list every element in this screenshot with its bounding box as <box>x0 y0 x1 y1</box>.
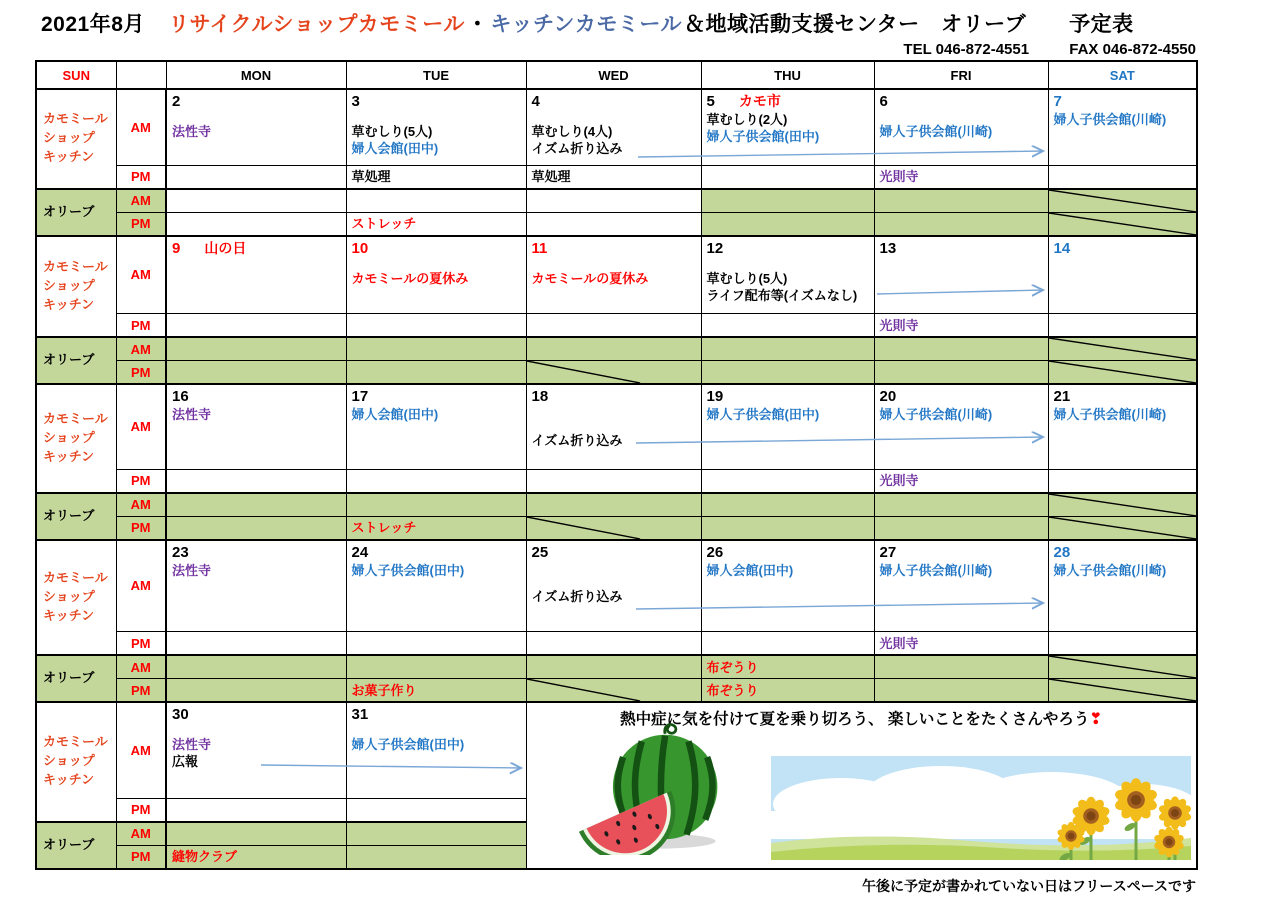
olive-pm-cell-28 <box>1048 679 1197 703</box>
day-cell-24-pm <box>346 632 526 656</box>
event-text: カモミールの夏休み <box>351 270 469 286</box>
olive-am-cell-26 <box>701 655 874 679</box>
olive-pm-cell-20 <box>874 516 1048 540</box>
event-text: 婦人子供会館(川崎) <box>1053 407 1167 422</box>
olive-am-cell-30 <box>166 822 346 846</box>
event-text: 婦人会館(田中) <box>351 407 439 422</box>
day-cell-19-pm <box>701 469 874 493</box>
day-number: 7 <box>1053 93 1062 110</box>
olive-am-cell-3 <box>346 189 526 213</box>
pm-label: PM <box>116 314 166 338</box>
summer-message-part: ❣ <box>1089 711 1103 728</box>
crossed-out-diagonal <box>527 679 701 701</box>
day-cell-18-am <box>526 384 701 469</box>
event-text: 草むしり(4人) <box>531 124 613 139</box>
event-text: 草処理 <box>531 169 571 184</box>
event-text: カモミールの夏休み <box>531 270 649 286</box>
day-number: 12 <box>706 239 724 257</box>
day-cell-2-pm <box>166 165 346 189</box>
calendar-table-wrap <box>35 60 1196 870</box>
crossed-out-diagonal <box>1049 338 1197 360</box>
event-text: 法性寺 <box>172 407 212 422</box>
day-number: 5 カモ市 <box>706 93 781 110</box>
summer-message-part: 熱中症に気を付けて夏を乗り切ろう、 楽しいことをたくさんやろう <box>620 711 1090 728</box>
olive-am-cell-10 <box>346 337 526 361</box>
day-header-spacer <box>116 61 166 89</box>
olive-am-cell-7 <box>1048 189 1197 213</box>
olive-pm-cell-16 <box>166 516 346 540</box>
day-header-wed: WED <box>526 61 701 89</box>
olive-am-cell-23 <box>166 655 346 679</box>
day-cell-24-am <box>346 540 526 632</box>
am-label: AM <box>116 702 166 798</box>
event-text: 草むしり(5人) <box>706 270 788 286</box>
event-text: 婦人子供会館(田中) <box>351 562 465 578</box>
day-number: 23 <box>172 543 189 561</box>
day-cell-25-am <box>526 540 701 632</box>
olive-pm-cell-18 <box>526 516 701 540</box>
title-part: キッチンカモミール <box>490 13 682 36</box>
day-cell-31-pm <box>346 798 526 822</box>
day-cell-16-pm <box>166 469 346 493</box>
day-cell-13-pm <box>874 314 1048 338</box>
day-cell-30-am <box>166 702 346 798</box>
event-text: 婦人子供会館(田中) <box>351 737 465 752</box>
day-number: 20 <box>879 388 897 405</box>
day-cell-3-am <box>346 89 526 165</box>
day-cell-13-am <box>874 236 1048 314</box>
olive-am-cell-5 <box>701 189 874 213</box>
event-text: 広報 <box>172 754 199 769</box>
day-number: 25 <box>531 543 549 561</box>
day-cell-5-pm <box>701 165 874 189</box>
day-cell-26-am <box>701 540 874 632</box>
olive-am-cell-14 <box>1048 337 1197 361</box>
olive-am-cell-19 <box>701 493 874 517</box>
event-text: 光則寺 <box>879 635 919 651</box>
summer-message-cell <box>526 702 1197 869</box>
row-label-chamomile: カモミール ショップ キッチン <box>36 89 116 189</box>
olive-pm-cell-11 <box>526 361 701 385</box>
day-number: 21 <box>1053 388 1071 405</box>
day-cell-23-am <box>166 540 346 632</box>
row-label-chamomile: カモミール ショップ キッチン <box>36 702 116 822</box>
olive-am-cell-2 <box>166 189 346 213</box>
day-cell-11-am <box>526 236 701 314</box>
event-text: 縫物クラブ <box>172 849 238 864</box>
olive-pm-cell-7 <box>1048 212 1197 236</box>
day-cell-4-am <box>526 89 701 165</box>
day-number: 13 <box>879 239 897 257</box>
olive-pm-label: PM <box>116 845 166 869</box>
day-number: 11 <box>531 239 548 257</box>
olive-pm-cell-2 <box>166 212 346 236</box>
olive-am-cell-28 <box>1048 655 1197 679</box>
title-part: ＆地域活動支援センター オリーブ 予定表 <box>684 13 1134 36</box>
event-text: ライフ配布等(イズムなし) <box>706 287 858 303</box>
row-label-olive: オリーブ <box>36 493 116 540</box>
day-cell-25-pm <box>526 632 701 656</box>
olive-am-cell-9 <box>166 337 346 361</box>
day-number: 17 <box>351 388 369 405</box>
event-text: 布ぞうり <box>706 682 759 698</box>
day-header-tue: TUE <box>346 61 526 89</box>
watermelon-illustration <box>569 719 737 855</box>
pm-label: PM <box>116 798 166 822</box>
row-label-olive: オリーブ <box>36 337 116 384</box>
row-label-chamomile: カモミール ショップ キッチン <box>36 540 116 656</box>
day-cell-21-am <box>1048 384 1197 469</box>
day-cell-19-am <box>701 384 874 469</box>
olive-am-cell-27 <box>874 655 1048 679</box>
day-cell-7-pm <box>1048 165 1197 189</box>
day-number: 14 <box>1053 239 1071 257</box>
event-text: 法性寺 <box>172 124 212 139</box>
day-cell-30-pm <box>166 798 346 822</box>
row-label-olive: オリーブ <box>36 189 116 236</box>
crossed-out-diagonal <box>527 361 701 383</box>
olive-pm-cell-5 <box>701 212 874 236</box>
day-number: 30 <box>172 706 189 723</box>
olive-am-cell-25 <box>526 655 701 679</box>
olive-am-cell-4 <box>526 189 701 213</box>
calendar-table <box>35 60 1198 870</box>
day-cell-9-pm <box>166 314 346 338</box>
page-title <box>35 8 1280 38</box>
crossed-out-diagonal <box>1049 190 1197 212</box>
day-number: 31 <box>351 706 369 723</box>
day-cell-14-am <box>1048 236 1197 314</box>
event-text: 草処理 <box>351 169 391 184</box>
day-number: 27 <box>879 543 897 561</box>
day-number: 6 <box>879 93 888 110</box>
day-cell-3-pm <box>346 165 526 189</box>
day-cell-9-am <box>166 236 346 314</box>
event-text: 婦人子供会館(川崎) <box>879 407 993 422</box>
day-cell-28-am <box>1048 540 1197 632</box>
event-text: ストレッチ <box>351 216 417 231</box>
olive-am-cell-16 <box>166 493 346 517</box>
event-text: 法性寺 <box>172 737 212 752</box>
day-cell-23-pm <box>166 632 346 656</box>
day-header-sun: SUN <box>36 61 116 89</box>
am-label: AM <box>116 236 166 314</box>
crossed-out-diagonal <box>1049 213 1197 235</box>
pm-label: PM <box>116 469 166 493</box>
day-number: 2 <box>172 93 181 110</box>
olive-pm-cell-24 <box>346 679 526 703</box>
event-text: 婦人子供会館(川崎) <box>1053 562 1167 578</box>
olive-pm-cell-3 <box>346 212 526 236</box>
day-number-label: カモ市 <box>738 93 781 109</box>
day-cell-20-pm <box>874 469 1048 493</box>
olive-pm-cell-31 <box>346 845 526 869</box>
olive-pm-cell-21 <box>1048 516 1197 540</box>
crossed-out-diagonal <box>1049 361 1197 383</box>
olive-pm-cell-9 <box>166 361 346 385</box>
event-text: 草むしり(2人) <box>706 112 788 127</box>
day-cell-10-am <box>346 236 526 314</box>
day-cell-17-am <box>346 384 526 469</box>
day-number-label: 山の日 <box>204 239 247 256</box>
olive-pm-cell-27 <box>874 679 1048 703</box>
title-part: リサイクルショップカモミール <box>146 13 465 36</box>
olive-am-label: AM <box>116 493 166 517</box>
olive-pm-label: PM <box>116 679 166 703</box>
olive-am-label: AM <box>116 822 166 846</box>
olive-pm-label: PM <box>116 212 166 236</box>
olive-am-cell-18 <box>526 493 701 517</box>
event-text: イズム折り込み <box>531 141 623 156</box>
day-number: 28 <box>1053 543 1071 561</box>
crossed-out-diagonal <box>1049 517 1197 539</box>
olive-pm-cell-17 <box>346 516 526 540</box>
row-label-olive: オリーブ <box>36 822 116 869</box>
olive-pm-label: PM <box>116 361 166 385</box>
day-cell-10-pm <box>346 314 526 338</box>
olive-am-cell-21 <box>1048 493 1197 517</box>
event-text: イズム折り込み <box>531 433 623 448</box>
day-cell-20-am <box>874 384 1048 469</box>
fax-number: FAX 046-872-4550 <box>1069 41 1196 58</box>
day-cell-26-pm <box>701 632 874 656</box>
olive-pm-cell-4 <box>526 212 701 236</box>
crossed-out-diagonal <box>1049 656 1197 678</box>
day-number: 3 <box>351 93 360 110</box>
day-cell-12-am <box>701 236 874 314</box>
olive-am-cell-13 <box>874 337 1048 361</box>
olive-pm-cell-23 <box>166 679 346 703</box>
event-text: お菓子作り <box>351 682 417 698</box>
day-header-fri: FRI <box>874 61 1048 89</box>
event-text: 光則寺 <box>879 169 919 184</box>
day-cell-17-pm <box>346 469 526 493</box>
row-label-chamomile: カモミール ショップ キッチン <box>36 236 116 338</box>
day-number: 9 山の日 <box>172 239 247 257</box>
event-text: 光則寺 <box>879 473 919 488</box>
day-cell-16-am <box>166 384 346 469</box>
olive-pm-cell-12 <box>701 361 874 385</box>
day-cell-7-am <box>1048 89 1197 165</box>
day-cell-4-pm <box>526 165 701 189</box>
pm-label: PM <box>116 632 166 656</box>
day-number: 4 <box>531 93 540 110</box>
day-cell-27-pm <box>874 632 1048 656</box>
day-cell-27-am <box>874 540 1048 632</box>
day-cell-14-pm <box>1048 314 1197 338</box>
crossed-out-diagonal <box>1049 679 1197 701</box>
am-label: AM <box>116 540 166 632</box>
day-cell-31-am <box>346 702 526 798</box>
event-text: 婦人子供会館(川崎) <box>1053 112 1167 127</box>
olive-am-cell-12 <box>701 337 874 361</box>
day-header-mon: MON <box>166 61 346 89</box>
crossed-out-diagonal <box>527 517 701 539</box>
olive-pm-label: PM <box>116 516 166 540</box>
day-number: 26 <box>706 543 724 561</box>
title-part: 2021年8月 <box>41 13 145 36</box>
day-number: 16 <box>172 388 189 405</box>
day-cell-6-pm <box>874 165 1048 189</box>
olive-am-label: AM <box>116 189 166 213</box>
olive-am-label: AM <box>116 337 166 361</box>
olive-pm-cell-30 <box>166 845 346 869</box>
day-cell-21-pm <box>1048 469 1197 493</box>
olive-am-cell-31 <box>346 822 526 846</box>
am-label: AM <box>116 89 166 165</box>
tel-number: TEL 046-872-4551 <box>903 41 1030 58</box>
contact-line <box>35 41 1196 58</box>
olive-am-cell-11 <box>526 337 701 361</box>
day-cell-18-pm <box>526 469 701 493</box>
event-text: イズム折り込み <box>531 588 623 604</box>
olive-am-label: AM <box>116 655 166 679</box>
olive-pm-cell-25 <box>526 679 701 703</box>
row-label-chamomile: カモミール ショップ キッチン <box>36 384 116 493</box>
title-part: ・ <box>466 13 489 36</box>
olive-pm-cell-13 <box>874 361 1048 385</box>
day-header-sat: SAT <box>1048 61 1197 89</box>
day-number: 18 <box>531 388 549 405</box>
row-label-olive: オリーブ <box>36 655 116 702</box>
event-text: 草むしり(5人) <box>351 124 433 139</box>
olive-am-cell-6 <box>874 189 1048 213</box>
olive-am-cell-20 <box>874 493 1048 517</box>
olive-pm-cell-14 <box>1048 361 1197 385</box>
day-cell-2-am <box>166 89 346 165</box>
day-cell-28-pm <box>1048 632 1197 656</box>
day-header-thu: THU <box>701 61 874 89</box>
sunflower-field-illustration <box>771 756 1191 860</box>
event-text: 布ぞうり <box>706 659 759 675</box>
olive-pm-cell-26 <box>701 679 874 703</box>
pm-label: PM <box>116 165 166 189</box>
event-text: 光則寺 <box>879 317 919 333</box>
day-cell-12-pm <box>701 314 874 338</box>
day-number: 19 <box>706 388 724 405</box>
event-text: 婦人子供会館(川崎) <box>879 562 993 578</box>
footer-note: 午後に予定が書かれていない日はフリースペースです <box>861 877 1196 894</box>
event-text: 婦人会館(田中) <box>351 141 439 156</box>
am-label: AM <box>116 384 166 469</box>
event-text: 婦人会館(田中) <box>706 562 794 578</box>
day-number: 10 <box>351 239 369 257</box>
event-text: 婦人子供会館(田中) <box>706 129 820 144</box>
olive-pm-cell-10 <box>346 361 526 385</box>
olive-pm-cell-6 <box>874 212 1048 236</box>
day-cell-5-am <box>701 89 874 165</box>
crossed-out-diagonal <box>1049 494 1197 516</box>
event-text: 法性寺 <box>172 562 212 578</box>
event-text: 婦人子供会館(川崎) <box>879 124 993 139</box>
day-cell-11-pm <box>526 314 701 338</box>
olive-am-cell-17 <box>346 493 526 517</box>
event-text: 婦人子供会館(田中) <box>706 407 820 422</box>
olive-am-cell-24 <box>346 655 526 679</box>
day-number: 24 <box>351 543 369 561</box>
day-cell-6-am <box>874 89 1048 165</box>
event-text: ストレッチ <box>351 520 417 535</box>
olive-pm-cell-19 <box>701 516 874 540</box>
